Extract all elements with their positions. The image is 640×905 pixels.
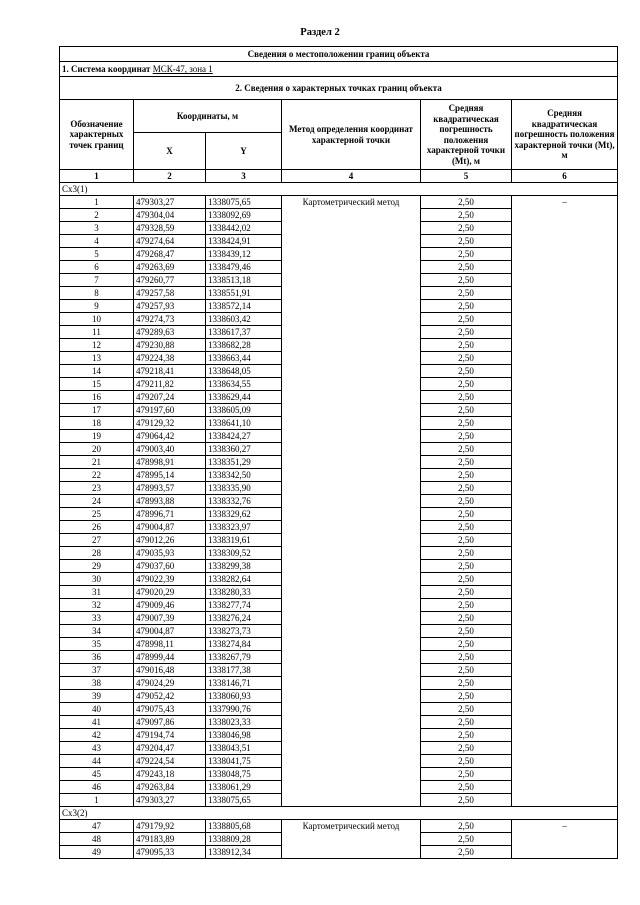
- coord-x: 479004,87: [134, 625, 206, 638]
- point-number: 40: [60, 703, 134, 716]
- coord-x: 479204,47: [134, 742, 206, 755]
- coord-x: 479035,93: [134, 547, 206, 560]
- coord-x: 478995,14: [134, 469, 206, 482]
- point-number: 39: [60, 690, 134, 703]
- mt-value: 2,50: [421, 430, 512, 443]
- point-number: 1: [60, 196, 134, 209]
- contour-row: [60, 183, 618, 196]
- point-number: 30: [60, 573, 134, 586]
- header-y: Y: [206, 133, 282, 170]
- coord-x: 479197,60: [134, 404, 206, 417]
- header-coordinates: Координаты, м: [134, 100, 282, 133]
- point-number: 49: [60, 846, 134, 859]
- coord-system-label: 1. Система координат: [62, 64, 151, 74]
- mt-value: 2,50: [421, 352, 512, 365]
- coord-x: 479211,82: [134, 378, 206, 391]
- mt-value: 2,50: [421, 261, 512, 274]
- point-number: 33: [60, 612, 134, 625]
- coord-x: 479064,42: [134, 430, 206, 443]
- coord-y: 1338048,75: [206, 768, 282, 781]
- mt-value: 2,50: [421, 300, 512, 313]
- coord-x: 479218,41: [134, 365, 206, 378]
- table-title: Сведения о местоположении границ объекта: [60, 47, 618, 62]
- column-numbers-row: [60, 170, 618, 183]
- coord-y: 1338075,65: [206, 196, 282, 209]
- table-row: [60, 820, 618, 833]
- point-number: 24: [60, 495, 134, 508]
- coord-y: 1338342,50: [206, 469, 282, 482]
- coord-x: 478999,44: [134, 651, 206, 664]
- point-number: 21: [60, 456, 134, 469]
- coord-y: 1338424,91: [206, 235, 282, 248]
- mt-value: 2,50: [421, 508, 512, 521]
- coord-y: 1338043,51: [206, 742, 282, 755]
- point-number: 23: [60, 482, 134, 495]
- boundary-table: [59, 46, 618, 859]
- contour-name: Сх3(1): [60, 183, 618, 196]
- mt-value: 2,50: [421, 820, 512, 833]
- mt-value: 2,50: [421, 768, 512, 781]
- mt-value: 2,50: [421, 690, 512, 703]
- mt-value: 2,50: [421, 664, 512, 677]
- coord-x: 479274,64: [134, 235, 206, 248]
- coord-x: 479004,87: [134, 521, 206, 534]
- point-number: 9: [60, 300, 134, 313]
- point-number: 26: [60, 521, 134, 534]
- point-number: 22: [60, 469, 134, 482]
- coord-x: 479097,86: [134, 716, 206, 729]
- coord-x: 479230,88: [134, 339, 206, 352]
- coord-x: 479243,18: [134, 768, 206, 781]
- coord-y: 1338513,18: [206, 274, 282, 287]
- mt-value: 2,50: [421, 339, 512, 352]
- mt-value: 2,50: [421, 781, 512, 794]
- point-number: 2: [60, 209, 134, 222]
- mt-empty-cell: –: [512, 196, 618, 807]
- point-number: 6: [60, 261, 134, 274]
- coord-x: 479129,32: [134, 417, 206, 430]
- mt-value: 2,50: [421, 586, 512, 599]
- point-number: 41: [60, 716, 134, 729]
- mt-value: 2,50: [421, 521, 512, 534]
- point-number: 8: [60, 287, 134, 300]
- point-number: 42: [60, 729, 134, 742]
- coord-y: 1338023,33: [206, 716, 282, 729]
- coord-y: 1338805,68: [206, 820, 282, 833]
- mt-value: 2,50: [421, 313, 512, 326]
- coord-x: 479263,84: [134, 781, 206, 794]
- coord-y: 1338274,84: [206, 638, 282, 651]
- mt-value: 2,50: [421, 365, 512, 378]
- coord-system-cell: [60, 62, 618, 77]
- mt-value: 2,50: [421, 755, 512, 768]
- table-title-row: [60, 47, 618, 62]
- point-number: 48: [60, 833, 134, 846]
- coord-y: 1338060,93: [206, 690, 282, 703]
- point-number: 47: [60, 820, 134, 833]
- mt-value: 2,50: [421, 235, 512, 248]
- table-row: [60, 196, 618, 209]
- coord-x: 479022,39: [134, 573, 206, 586]
- coord-y: 1338309,52: [206, 547, 282, 560]
- coord-y: 1338663,44: [206, 352, 282, 365]
- mt-value: 2,50: [421, 833, 512, 846]
- coord-x: 479263,69: [134, 261, 206, 274]
- points-title-row: [60, 77, 618, 100]
- mt-value: 2,50: [421, 443, 512, 456]
- table-body: [60, 47, 618, 859]
- coord-x: 479007,39: [134, 612, 206, 625]
- mt-value: 2,50: [421, 534, 512, 547]
- mt-value: 2,50: [421, 456, 512, 469]
- mt-empty-cell: –: [512, 820, 618, 859]
- mt-value: 2,50: [421, 495, 512, 508]
- coord-y: 1338603,42: [206, 313, 282, 326]
- coord-x: 479194,74: [134, 729, 206, 742]
- coord-y: 1338634,55: [206, 378, 282, 391]
- coord-y: 1338648,05: [206, 365, 282, 378]
- mt-value: 2,50: [421, 404, 512, 417]
- mt-value: 2,50: [421, 326, 512, 339]
- coord-y: 1338329,62: [206, 508, 282, 521]
- coord-y: 1338479,46: [206, 261, 282, 274]
- coord-y: 1338061,29: [206, 781, 282, 794]
- header-x: X: [134, 133, 206, 170]
- mt-value: 2,50: [421, 677, 512, 690]
- coord-y: 1338146,71: [206, 677, 282, 690]
- point-number: 32: [60, 599, 134, 612]
- coord-y: 1338424,27: [206, 430, 282, 443]
- point-number: 29: [60, 560, 134, 573]
- coord-y: 1338551,91: [206, 287, 282, 300]
- coord-x: 479224,54: [134, 755, 206, 768]
- coord-x: 478993,88: [134, 495, 206, 508]
- mt-value: 2,50: [421, 378, 512, 391]
- section-title: Раздел 2: [300, 27, 340, 38]
- point-number: 34: [60, 625, 134, 638]
- point-number: 28: [60, 547, 134, 560]
- mt-value: 2,50: [421, 729, 512, 742]
- coord-x: 479328,59: [134, 222, 206, 235]
- point-number: 44: [60, 755, 134, 768]
- coord-y: 1338041,75: [206, 755, 282, 768]
- coord-y: 1338177,38: [206, 664, 282, 677]
- mt-value: 2,50: [421, 222, 512, 235]
- col-number-6: 6: [512, 170, 618, 183]
- col-number-2: 2: [134, 170, 206, 183]
- mt-value: 2,50: [421, 846, 512, 859]
- coord-x: 479289,63: [134, 326, 206, 339]
- coord-x: 479268,47: [134, 248, 206, 261]
- coord-system-row: [60, 62, 618, 77]
- coord-y: 1338572,14: [206, 300, 282, 313]
- coord-x: 479075,43: [134, 703, 206, 716]
- coord-y: 1338682,28: [206, 339, 282, 352]
- coord-y: 1338442,02: [206, 222, 282, 235]
- mt-value: 2,50: [421, 209, 512, 222]
- coord-x: 479224,38: [134, 352, 206, 365]
- coord-y: 1338439,12: [206, 248, 282, 261]
- mt-value: 2,50: [421, 651, 512, 664]
- mt-value: 2,50: [421, 703, 512, 716]
- point-number: 17: [60, 404, 134, 417]
- point-number: 7: [60, 274, 134, 287]
- coord-y: 1338319,61: [206, 534, 282, 547]
- coord-y: 1338617,37: [206, 326, 282, 339]
- mt-value: 2,50: [421, 391, 512, 404]
- coord-x: 479303,27: [134, 794, 206, 807]
- point-number: 5: [60, 248, 134, 261]
- col-number-5: 5: [421, 170, 512, 183]
- point-number: 38: [60, 677, 134, 690]
- coord-y: 1338629,44: [206, 391, 282, 404]
- mt-value: 2,50: [421, 274, 512, 287]
- point-number: 4: [60, 235, 134, 248]
- mt-value: 2,50: [421, 560, 512, 573]
- mt-value: 2,50: [421, 547, 512, 560]
- coord-system-value: МСК-47, зона 1: [152, 64, 213, 74]
- method-cell: Картометрический метод: [282, 820, 421, 859]
- coord-x: 478998,11: [134, 638, 206, 651]
- point-number: 14: [60, 365, 134, 378]
- header-mt-2: Средняя квадратическая погрешность положения характерной точки (Mt), м: [512, 100, 618, 170]
- mt-value: 2,50: [421, 625, 512, 638]
- mt-value: 2,50: [421, 573, 512, 586]
- point-number: 31: [60, 586, 134, 599]
- point-number: 35: [60, 638, 134, 651]
- method-cell: Картометрический метод: [282, 196, 421, 807]
- col-number-4: 4: [282, 170, 421, 183]
- contour-row: [60, 807, 618, 820]
- coord-x: 479020,29: [134, 586, 206, 599]
- point-number: 27: [60, 534, 134, 547]
- coord-x: 479024,29: [134, 677, 206, 690]
- coord-x: 479009,46: [134, 599, 206, 612]
- mt-value: 2,50: [421, 482, 512, 495]
- mt-value: 2,50: [421, 742, 512, 755]
- point-number: 3: [60, 222, 134, 235]
- coord-y: 1338282,64: [206, 573, 282, 586]
- coord-y: 1338323,97: [206, 521, 282, 534]
- coord-x: 479095,33: [134, 846, 206, 859]
- coord-x: 478993,57: [134, 482, 206, 495]
- mt-value: 2,50: [421, 638, 512, 651]
- coord-x: 479003,40: [134, 443, 206, 456]
- point-number: 45: [60, 768, 134, 781]
- point-number: 16: [60, 391, 134, 404]
- coord-y: 1338912,34: [206, 846, 282, 859]
- mt-value: 2,50: [421, 794, 512, 807]
- coord-y: 1338277,74: [206, 599, 282, 612]
- coord-y: 1338360,27: [206, 443, 282, 456]
- coord-y: 1338299,38: [206, 560, 282, 573]
- coord-x: 479207,24: [134, 391, 206, 404]
- coord-x: 479016,48: [134, 664, 206, 677]
- coord-x: 479274,73: [134, 313, 206, 326]
- mt-value: 2,50: [421, 248, 512, 261]
- point-number: 37: [60, 664, 134, 677]
- coord-y: 1338809,28: [206, 833, 282, 846]
- coord-y: 1338335,90: [206, 482, 282, 495]
- coord-x: 479012,26: [134, 534, 206, 547]
- coord-x: 479037,60: [134, 560, 206, 573]
- coord-y: 1338092,69: [206, 209, 282, 222]
- point-number: 1: [60, 794, 134, 807]
- point-number: 11: [60, 326, 134, 339]
- coord-y: 1338075,65: [206, 794, 282, 807]
- header-method: Метод определения координат характерной точки: [282, 100, 421, 170]
- mt-value: 2,50: [421, 612, 512, 625]
- point-number: 12: [60, 339, 134, 352]
- mt-value: 2,50: [421, 599, 512, 612]
- point-number: 13: [60, 352, 134, 365]
- coord-y: 1338273,73: [206, 625, 282, 638]
- mt-value: 2,50: [421, 716, 512, 729]
- coord-x: 479179,92: [134, 820, 206, 833]
- point-number: 36: [60, 651, 134, 664]
- header-row-1: [60, 100, 618, 133]
- coord-y: 1338641,10: [206, 417, 282, 430]
- coord-y: 1337990,76: [206, 703, 282, 716]
- point-number: 15: [60, 378, 134, 391]
- coord-y: 1338046,98: [206, 729, 282, 742]
- point-number: 25: [60, 508, 134, 521]
- point-number: 20: [60, 443, 134, 456]
- coord-x: 479303,27: [134, 196, 206, 209]
- col-number-1: 1: [60, 170, 134, 183]
- point-number: 10: [60, 313, 134, 326]
- coord-x: 479260,77: [134, 274, 206, 287]
- points-title-text: 2. Сведения о характерных точках границ объекта: [235, 83, 442, 93]
- mt-value: 2,50: [421, 469, 512, 482]
- coord-x: 479304,04: [134, 209, 206, 222]
- coord-x: 478996,71: [134, 508, 206, 521]
- coord-y: 1338280,33: [206, 586, 282, 599]
- point-number: 19: [60, 430, 134, 443]
- point-number: 43: [60, 742, 134, 755]
- point-number: 18: [60, 417, 134, 430]
- contour-name: Сх3(2): [60, 807, 618, 820]
- point-number: 46: [60, 781, 134, 794]
- coord-y: 1338351,29: [206, 456, 282, 469]
- coord-y: 1338267,79: [206, 651, 282, 664]
- coord-x: 479052,42: [134, 690, 206, 703]
- header-designation: Обозначение характерных точек границ: [60, 100, 134, 170]
- coord-x: 478998,91: [134, 456, 206, 469]
- points-title: [60, 77, 618, 100]
- coord-x: 479257,58: [134, 287, 206, 300]
- coord-y: 1338276,24: [206, 612, 282, 625]
- mt-value: 2,50: [421, 417, 512, 430]
- mt-value: 2,50: [421, 287, 512, 300]
- header-mt-1: Средняя квадратическая погрешность положения характерной точки (Mt), м: [421, 100, 512, 170]
- coord-x: 479257,93: [134, 300, 206, 313]
- mt-value: 2,50: [421, 196, 512, 209]
- coord-x: 479183,89: [134, 833, 206, 846]
- coord-y: 1338332,76: [206, 495, 282, 508]
- coord-y: 1338605,09: [206, 404, 282, 417]
- col-number-3: 3: [206, 170, 282, 183]
